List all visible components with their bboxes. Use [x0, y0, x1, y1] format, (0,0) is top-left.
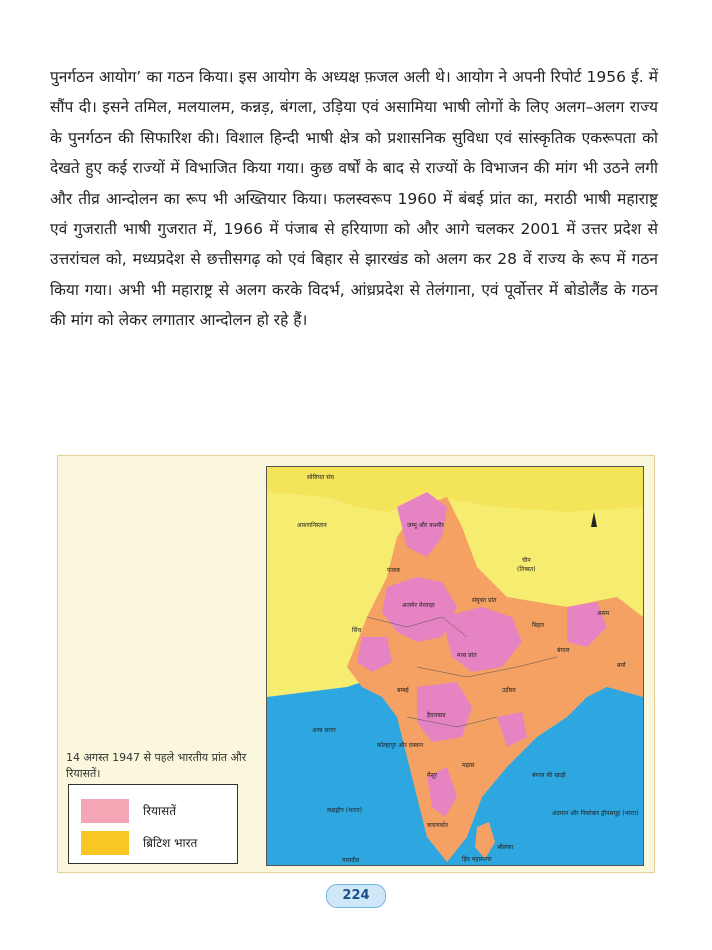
label-central: मध्य प्रांत	[457, 652, 477, 659]
legend-row-british	[81, 831, 231, 855]
label-bombay: बम्बई	[397, 687, 409, 694]
label-tibet: (तिब्बत)	[517, 566, 536, 573]
label-laccadive: लक्षद्वीप (भारत)	[327, 807, 363, 814]
label-ajmer: अजमेर मेरवाड़ा	[402, 602, 435, 609]
label-bengal: बंगाल	[557, 647, 570, 654]
legend-label-british: ब्रिटिश भारत	[143, 836, 198, 850]
label-punjab: पंजाब	[387, 567, 400, 574]
label-maldives: मालदीव	[342, 857, 360, 864]
map-graphic	[267, 467, 643, 865]
figure-caption: 14 अगस्त 1947 से पहले भारतीय प्रांत और रियासतें।	[66, 751, 247, 780]
label-up: संयुक्त प्रांत	[472, 597, 497, 604]
legend-label-princely: रियासतें	[143, 804, 177, 818]
swatch-british	[81, 831, 129, 855]
label-arabian: अरब सागर	[312, 727, 336, 734]
label-bay: बंगाल की खाड़ी	[532, 772, 566, 779]
swatch-princely	[81, 799, 129, 823]
label-hyderabad: हैदराबाद	[427, 712, 446, 719]
india-map-1947	[266, 466, 644, 866]
page-number: 224	[326, 884, 386, 908]
map-figure	[57, 455, 655, 873]
label-indian-ocean: हिंद महासागर	[462, 856, 492, 863]
body-paragraph: पुनर्गठन आयोग’ का गठन किया। इस आयोग के अध्यक्ष फ़जल अली थे। आयोग ने अपनी रिपोर्ट 1956 ई. में सौंप दी। इसने तमिल, मलयालम, कन्नड़, बंगला, उड़िया एवं असामिया भाषी लोगों के लिए अलग–अलग राज्य के पुनर्गठन की सिफारिश की। विशाल हिन्दी भाषी क्षेत्र को प्रशासनिक सुविधा एवं सांस्कृतिक एकरूपता को देखते हुए कई राज्यों में विभाजित किया गया। कुछ वर्षों के बाद से राज्यों के विभाजन की मांग भी उठने लगी और तीव्र आन्दोलन का रूप भी अख्तियार किया। फलस्वरूप 1960 में बंबई प्रांत का, मराठी भाषी महाराष्ट्र एवं गुजराती भाषी गुजरात में, 1966 में पंजाब से हरियाणा को और आगे चलकर 2001 में उत्तर प्रदेश से उत्तरांचल को, मध्यप्रदेश से छत्तीसगढ़ को एवं बिहार से झारखंड को अलग कर 28 वें राज्य के रूप में गठन किया गया। अभी भी महाराष्ट्र से अलग करके विदर्भ, आंध्रप्रदेश से तेलंगाना, एवं पूर्वोत्तर में बोडोलैंड के गठन की मांग को लेकर लगातार आन्दोलन हो रहे हैं।	[50, 68, 658, 330]
label-travancore: त्रावणकोर	[427, 822, 449, 829]
label-mysore: मैसूर	[427, 772, 438, 779]
label-assam: असम	[597, 610, 610, 617]
label-kolhapur: कोल्हापुर और दक्कन	[377, 742, 424, 749]
label-sindh: सिंध	[352, 627, 362, 634]
label-china: चीन	[522, 557, 531, 564]
label-orissa: उड़ीसा	[502, 687, 516, 694]
label-afghanistan: अफ़गानिस्तान	[297, 522, 327, 529]
map-legend	[68, 784, 238, 864]
label-madras: मद्रास	[462, 762, 475, 769]
legend-row-princely	[81, 799, 231, 823]
label-bihar: बिहार	[532, 622, 545, 629]
label-jammu: जम्मू और कश्मीर	[407, 522, 444, 529]
label-srilanka: श्रीलंका	[497, 844, 514, 851]
label-soviet: सोवियत संघ	[307, 474, 334, 481]
label-andaman: अंडमान और निकोबार द्वीपसमूह (भारत)	[552, 810, 639, 817]
label-burma: बर्मा	[617, 662, 626, 669]
